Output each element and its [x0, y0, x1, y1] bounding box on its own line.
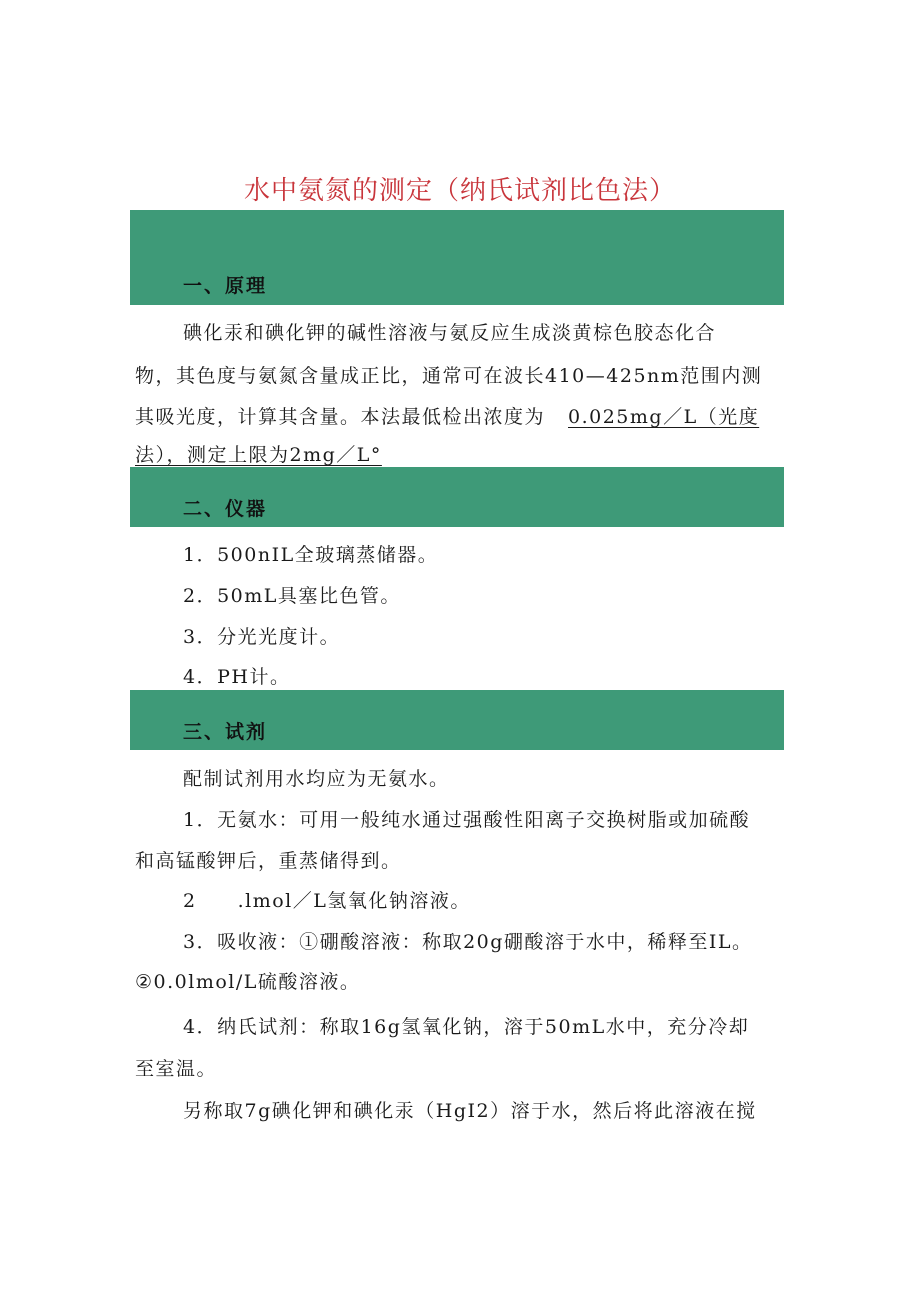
paragraph-line: 碘化汞和碘化钾的碱性溶液与氨反应生成淡黄棕色胶态化合 — [183, 322, 717, 344]
paragraph-line: 4．纳氏试剂：称取16g氢氧化钠，溶于50mL水中，充分冷却 — [183, 1016, 750, 1038]
list-item: 1．500nIL全玻璃蒸储器。 — [183, 544, 439, 566]
paragraph-line: 物，其色度与氨氮含量成正比，通常可在波长410—425nm范围内测 — [135, 365, 763, 387]
paragraph-line: 2 .lmol／L氢氧化钠溶液。 — [183, 890, 471, 912]
paragraph-line: 其吸光度，计算其含量。本法最低检出浓度为 — [135, 406, 546, 428]
paragraph-line: 和高锰酸钾后，重蒸储得到。 — [135, 850, 402, 872]
document-title: 水中氨氮的测定（纳氏试剂比色法） — [243, 176, 676, 206]
section-heading-principle: 一、原理 — [183, 275, 268, 297]
paragraph-line-underlined: 法），测定上限为2mg／L° — [135, 444, 382, 466]
section-heading-instruments: 二、仪器 — [183, 498, 268, 520]
list-item: 4．PH计。 — [183, 666, 291, 688]
paragraph-line: ②0.0lmol/L硫酸溶液。 — [135, 971, 361, 993]
list-item: 3．分光光度计。 — [183, 626, 341, 648]
paragraph-line: 3．吸收液：①硼酸溶液：称取20g硼酸溶于水中，稀释至IL。 — [183, 931, 753, 953]
paragraph-line: 配制试剂用水均应为无氨水。 — [183, 768, 450, 790]
paragraph-line: 另称取7g碘化钾和碘化汞（HgI2）溶于水，然后将此溶液在搅 — [183, 1100, 757, 1122]
section-heading-reagents: 三、试剂 — [183, 721, 268, 743]
list-item: 2．50mL具塞比色管。 — [183, 585, 401, 607]
paragraph-line-underlined: 0.025mg／L（光度 — [568, 406, 760, 428]
paragraph-line: 1．无氨水：可用一般纯水通过强酸性阳离子交换树脂或加硫酸 — [183, 809, 751, 831]
paragraph-line: 至室温。 — [135, 1058, 218, 1080]
